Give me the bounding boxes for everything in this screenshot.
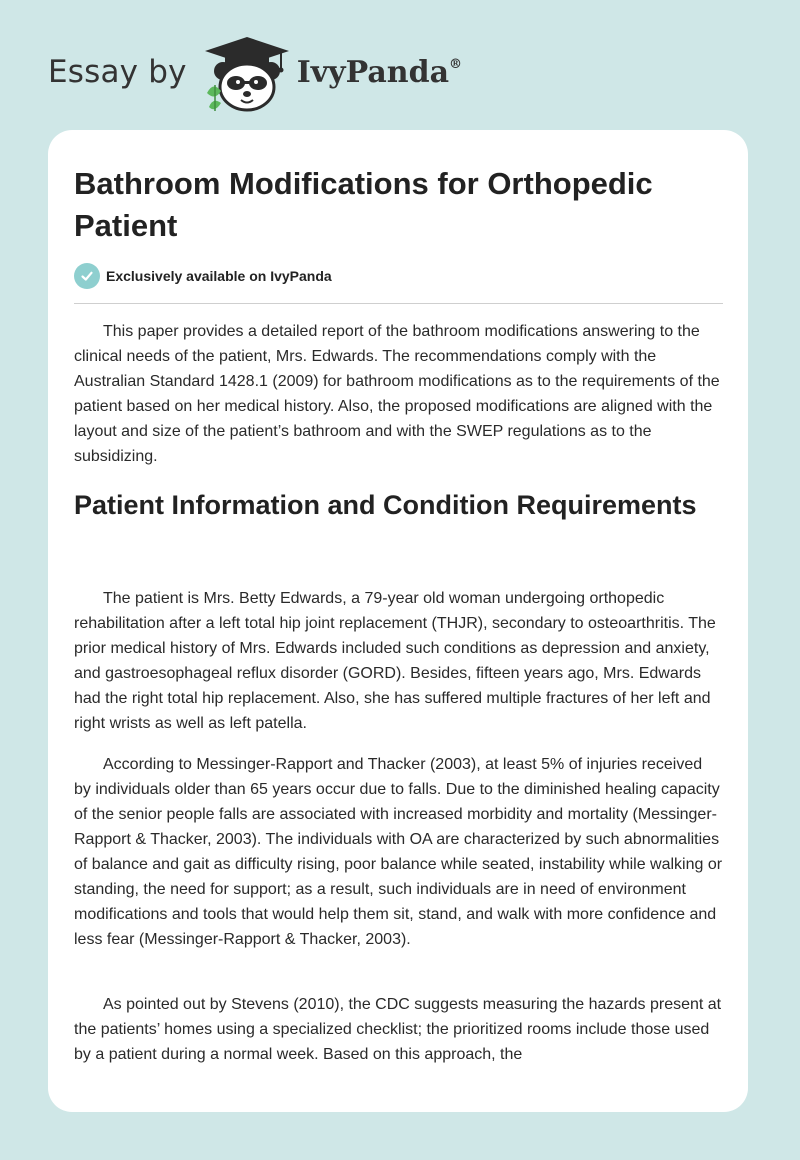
- paragraph-2: According to Messinger-Rapport and Thacker (2003), at least 5% of injuries received by individuals older than 65 years occur due to falls. Due to the diminished healing capacity of the senior people falls are associated with increased morbidity and mortality (Messinger-Rapport & Thacker, 2003). The individuals with OA are characterized by such abnormalities of balance and gait as difficulty rising, poor balance while seated, instability while walking or standing, the need for support; as a result, such individuals are in need of environment modifications and tools that would help them sit, stand, and walk with more confidence and less fear (Messinger-Rapport & Thacker, 2003).: [74, 756, 723, 948]
- paragraph-1: The patient is Mrs. Betty Edwards, a 79-year old woman undergoing orthopedic rehabilitation after a left total hip joint replacement (THJR), secondary to osteoarthritis. The prior medical history of Mrs. Edwards included such conditions as depression and anxiety, and gastroesophageal reflux disorder (GORD). Besides, fifteen years ago, Mrs. Edwards had the right total hip replacement. Also, she has suffered multiple fractures of her left and right wrists as well as left patella.: [74, 590, 716, 732]
- article-card: [48, 130, 748, 1112]
- paragraph-3: As pointed out by Stevens (2010), the CDC suggests measuring the hazards present at the patients’ homes using a specialized checklist; the prioritized rooms include those used by a patient during a normal week. Based on this approach, the: [74, 996, 722, 1063]
- check-icon: [74, 263, 100, 289]
- section-heading: Patient Information and Condition Requirements: [74, 490, 697, 520]
- title-divider: [74, 303, 723, 304]
- exclusive-badge: [74, 263, 332, 289]
- essay-by-label: Essay by: [48, 54, 187, 90]
- intro-paragraph: This paper provides a detailed report of the bathroom modifications answering to the clinical needs of the patient, Mrs. Edwards. The recommendations comply with the Australian Standard 1428.1 (2009) for bathroom modifications as to the requirements of the patient based on her medical history. Also, the proposed modifications are aligned with the layout and size of the patient’s bathroom and with the SWEP regulations as to the subsidizing.: [74, 323, 720, 465]
- panda-logo-icon[interactable]: [201, 35, 293, 113]
- site-header: [48, 34, 462, 114]
- brand-name[interactable]: IvyPanda®: [296, 54, 463, 90]
- article-title: Bathroom Modifications for Orthopedic Patient: [74, 166, 653, 243]
- exclusive-badge-label: Exclusively available on IvyPanda: [106, 268, 332, 284]
